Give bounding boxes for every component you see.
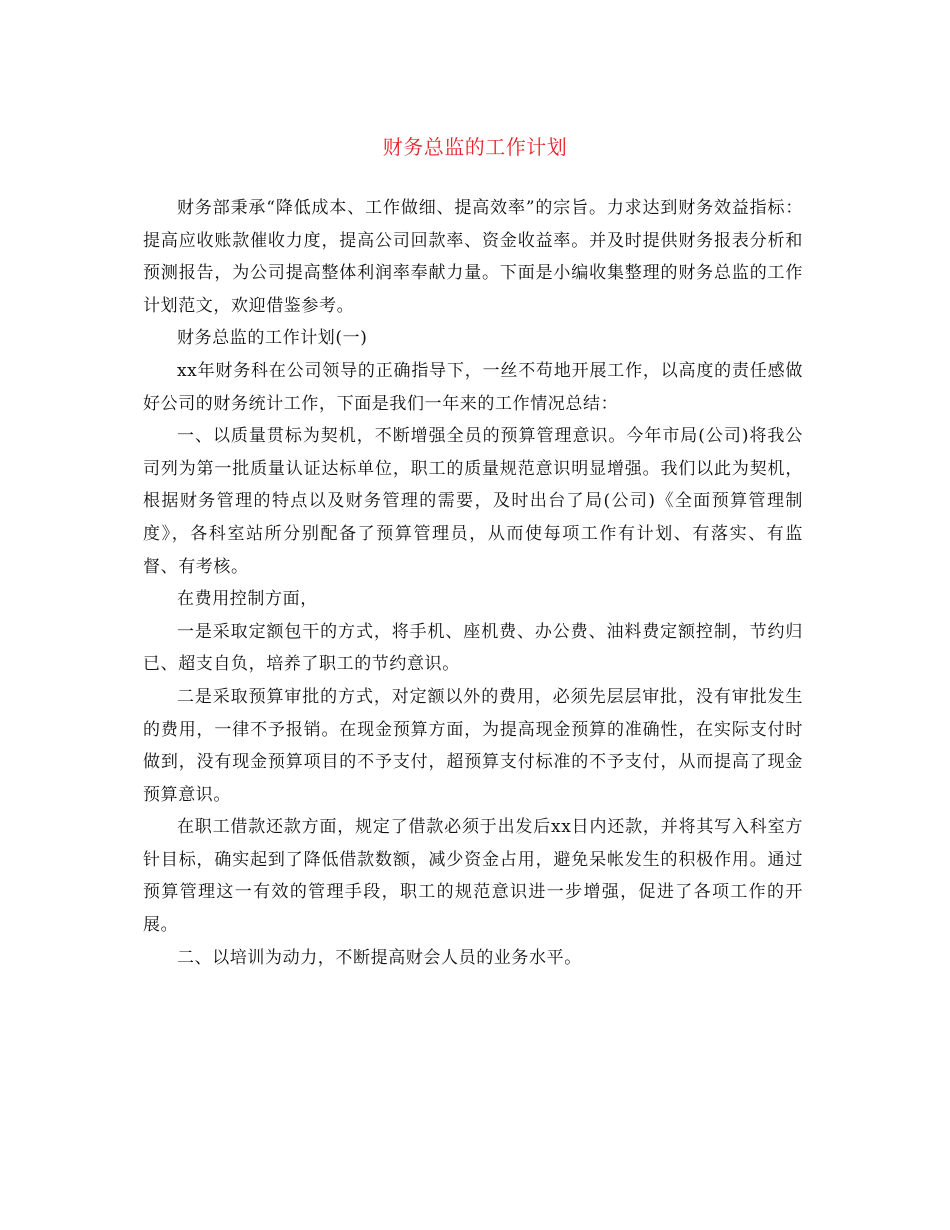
paragraph-point-one: 一、以质量贯标为契机，不断增强全员的预算管理意识。今年市局(公司)将我公司列为第一批质量认证达标单位，职工的质量规范意识明显增强。我们以此为契机，根据财务管理的特点以及财务管理的需要，及时出台了局(公司)《全面预算管理制度》，各科室站所分别配备了预算管理员，从而使每项工作有计划、有落实、有监督、有考核。	[143, 426, 803, 577]
paragraph-intro: 财务部秉承“降低成本、工作做细、提高效率”的宗旨。力求达到财务效益指标：提高应收账款催收力度，提高公司回款率、资金收益率。并及时提供财务报表分析和预测报告，为公司提高整体利润率奉献力量。下面是小编收集整理的财务总监的工作计划范文，欢迎借鉴参考。	[143, 198, 803, 316]
paragraph-cost-control: 在费用控制方面，	[177, 589, 318, 610]
paragraph-loans: 在职工借款还款方面，规定了借款必须于出发后xx日内还款，并将其写入科室方针目标，确实起到了降低借款数额，减少资金占用，避免呆帐发生的积极作用。通过预算管理这一有效的管理手段，职工的规范意识进一步增强，促进了各项工作的开展。	[143, 817, 803, 936]
paragraph-point-two: 二、以培训为动力，不断提高财会人员的业务水平。	[177, 947, 582, 968]
paragraph-section-heading: 财务总监的工作计划(一)	[177, 328, 368, 349]
paragraph-budget-approval: 二是采取预算审批的方式，对定额以外的费用，必须先层层审批，没有审批发生的费用，一律不予报销。在现金预算方面，为提高现金预算的准确性，在实际支付时做到，没有现金预算项目的不予支付，超预算支付标准的不予支付，从而提高了现金预算意识。	[143, 686, 803, 805]
document-body	[143, 192, 803, 974]
paragraph-quota: 一是采取定额包干的方式，将手机、座机费、办公费、油料费定额控制，节约归已、超支自负，培养了职工的节约意识。	[143, 621, 803, 675]
paragraph-summary: xx年财务科在公司领导的正确指导下，一丝不苟地开展工作，以高度的责任感做好公司的财务统计工作，下面是我们一年来的工作情况总结：	[143, 360, 803, 414]
document-title: 财务总监的工作计划	[382, 135, 568, 159]
